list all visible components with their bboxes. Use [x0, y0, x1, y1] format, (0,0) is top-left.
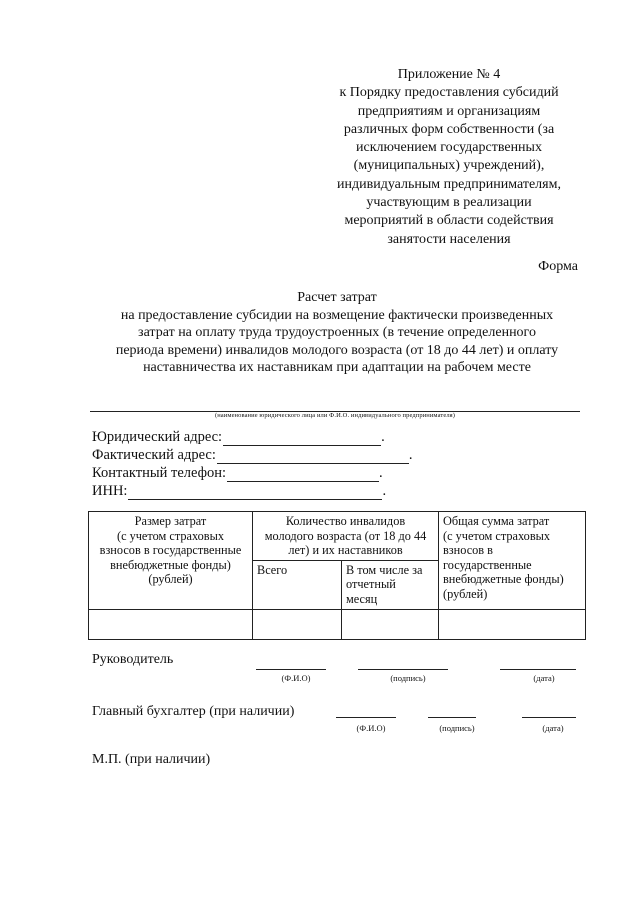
appendix-line: мероприятий в области содействия	[344, 213, 554, 229]
actual-address-end: .	[408, 447, 413, 463]
header-text: (рублей)	[443, 586, 488, 601]
accountant-date-line[interactable]	[522, 717, 576, 718]
phone-label: Контактный телефон:	[92, 465, 227, 481]
header-text: В том числе за	[346, 562, 423, 577]
table-row	[89, 609, 586, 639]
accountant-signature-caption: (подпись)	[439, 723, 475, 733]
title-line: наставничества их наставникам при адаптации на рабочем месте	[143, 360, 531, 376]
header-text: (с учетом страховых	[443, 528, 551, 543]
cell-cost-size[interactable]	[89, 609, 253, 639]
inn-end: .	[382, 483, 387, 499]
title-line: Расчет затрат	[297, 290, 377, 305]
legal-address-label: Юридический адрес:	[92, 429, 223, 445]
chief-accountant-label: Главный бухгалтер (при наличии)	[92, 704, 295, 719]
header-text: Количество инвалидов	[285, 514, 406, 528]
legal-address-field	[92, 429, 385, 446]
header-text: молодого возраста (от 18 до 44	[264, 528, 427, 543]
header-total-sum	[439, 512, 586, 610]
header-text: Всего	[257, 562, 288, 577]
header-text: месяц	[346, 591, 378, 606]
header-cost-size	[89, 512, 253, 610]
accountant-fio-line[interactable]	[336, 717, 396, 718]
header-count-total	[253, 560, 342, 609]
organization-name-caption: (наименование юридического лица или Ф.И.О. индивидуального предпринимателя)	[214, 412, 456, 419]
header-count-month	[342, 560, 439, 609]
actual-address-field	[92, 447, 413, 464]
head-fio-caption: (Ф.И.О)	[281, 673, 311, 683]
header-text: взносов в	[443, 543, 493, 558]
inn-field	[92, 483, 386, 500]
head-fio-line[interactable]	[256, 669, 326, 670]
head-date-line[interactable]	[500, 669, 576, 670]
appendix-line: Приложение № 4	[397, 67, 501, 82]
inn-label: ИНН:	[92, 483, 128, 499]
header-count-group	[253, 512, 439, 561]
head-date-caption: (дата)	[533, 673, 555, 683]
header-text: внебюджетные фонды)	[443, 572, 564, 587]
appendix-line: (муниципальных) учреждений),	[353, 158, 545, 174]
header-text: (рублей)	[148, 572, 193, 587]
appendix-line: различных форм собственности (за	[343, 121, 555, 137]
accountant-fio-caption: (Ф.И.О)	[356, 723, 386, 733]
accountant-signature-line[interactable]	[428, 717, 476, 718]
header-text: Размер затрат	[134, 514, 207, 528]
appendix-line: предприятиям и организациям	[357, 103, 541, 119]
title-line: на предоставление субсидии на возмещение фактически произведенных	[120, 307, 554, 323]
header-text: взносов в государственные	[99, 543, 242, 558]
phone-end: .	[379, 465, 383, 481]
stamp-label: М.П. (при наличии)	[92, 752, 211, 767]
appendix-line: индивидуальным предпринимателям,	[337, 176, 561, 192]
appendix-header	[318, 66, 580, 249]
head-signature-line[interactable]	[358, 669, 448, 670]
appendix-line: участвующим в реализации	[366, 195, 532, 211]
header-text: Общая сумма затрат	[443, 514, 550, 528]
header-text: отчетный	[346, 577, 396, 592]
head-signature-caption: (подпись)	[390, 673, 426, 683]
header-text: (с учетом страховых	[116, 528, 225, 543]
title-line: затрат на оплату труда трудоустроенных (в течение определенного	[138, 325, 536, 341]
header-text: внебюджетные фонды)	[110, 557, 231, 572]
phone-blank[interactable]	[227, 469, 379, 482]
phone-field	[92, 465, 383, 482]
appendix-line: к Порядку предоставления субсидий	[339, 85, 559, 101]
actual-address-blank[interactable]	[217, 451, 409, 464]
legal-address-blank[interactable]	[223, 433, 381, 446]
appendix-line: занятости населения	[387, 231, 511, 247]
cell-total-sum[interactable]	[439, 609, 586, 639]
accountant-date-caption: (дата)	[542, 723, 564, 733]
form-label: Форма	[538, 259, 578, 274]
header-text: государственные	[443, 557, 532, 572]
title-line: периода времени) инвалидов молодого возраста (от 18 до 44 лет) и оплату	[115, 342, 559, 358]
table-header-row	[89, 512, 586, 561]
cell-count-total[interactable]	[253, 609, 342, 639]
costs-table	[88, 511, 586, 640]
head-label: Руководитель	[92, 652, 174, 667]
cell-count-month[interactable]	[342, 609, 439, 639]
actual-address-label: Фактический адрес:	[92, 447, 216, 463]
header-text: лет) и их наставников	[288, 543, 403, 558]
appendix-line: исключением государственных	[356, 140, 542, 156]
legal-address-end: .	[381, 429, 385, 445]
inn-blank[interactable]	[128, 487, 382, 500]
document-title	[90, 289, 584, 377]
